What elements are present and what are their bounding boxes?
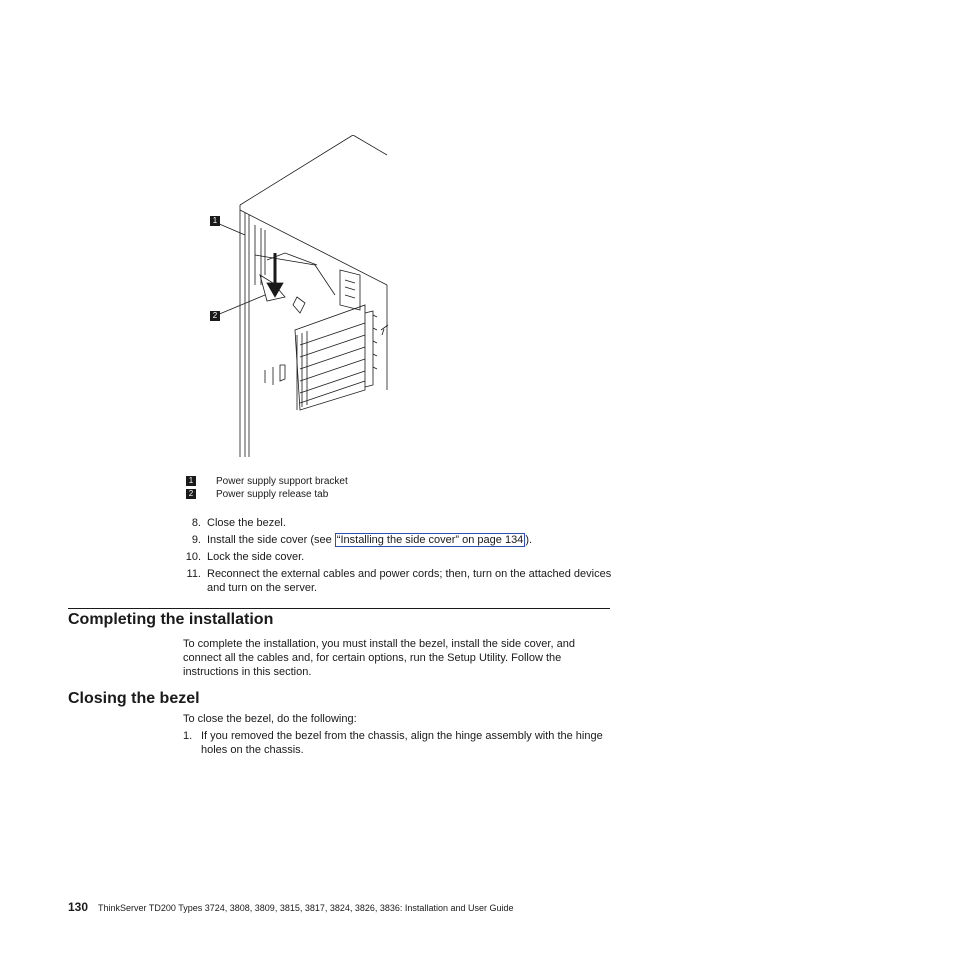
legend-label: Power supply release tab <box>216 489 329 500</box>
closing-bezel-intro: To close the bezel, do the following: <box>183 713 357 725</box>
step-text-after: ). <box>525 534 533 546</box>
step-number: 10. <box>185 551 201 563</box>
page-footer <box>68 900 514 914</box>
chassis-drawing <box>205 135 400 465</box>
step-number: 8. <box>191 517 201 529</box>
legend-callout-1: 1 <box>186 476 196 486</box>
step-text: If you removed the bezel from the chassis, align the hinge assembly with the hinge holes on the chassis. <box>201 730 603 756</box>
step-number: 9. <box>191 534 201 546</box>
procedure-steps <box>183 516 613 598</box>
step-number: 11. <box>186 568 201 580</box>
step-number: 1. <box>183 730 193 742</box>
server-illustration <box>205 135 400 465</box>
section-divider <box>68 608 610 609</box>
page-number: 130 <box>68 900 89 914</box>
step-text: Reconnect the external cables and power cords; then, turn on the attached devices and turn on the server. <box>207 568 612 594</box>
legend-callout-2: 2 <box>186 489 196 499</box>
step-text <box>207 533 613 547</box>
step-text: Close the bezel. <box>207 517 286 529</box>
step-text: Lock the side cover. <box>207 551 305 563</box>
completing-installation-heading: Completing the installation <box>68 611 274 628</box>
legend-label: Power supply support bracket <box>216 476 348 487</box>
closing-bezel-steps <box>183 729 613 757</box>
step-text-before: Install the side cover (see <box>207 534 335 546</box>
figure-callout-1: 1 <box>210 216 220 226</box>
installing-side-cover-link[interactable]: “Installing the side cover” on page 134 <box>336 534 524 546</box>
completing-installation-body: To complete the installation, you must install the bezel, install the side cover, and connect all the cables and, for certain options, run the Setup Utility. Follow the instructions in this section. <box>183 638 575 678</box>
step-item <box>183 550 613 564</box>
step-item <box>183 533 613 547</box>
footer-title: ThinkServer TD200 Types 3724, 3808, 3809, 3815, 3817, 3824, 3826, 3836: Installation and User Guide <box>98 903 514 913</box>
step-item <box>183 516 613 530</box>
closing-bezel-heading: Closing the bezel <box>68 690 200 707</box>
step-item <box>183 729 613 757</box>
figure-callout-2: 2 <box>210 311 220 321</box>
step-item <box>183 567 613 595</box>
